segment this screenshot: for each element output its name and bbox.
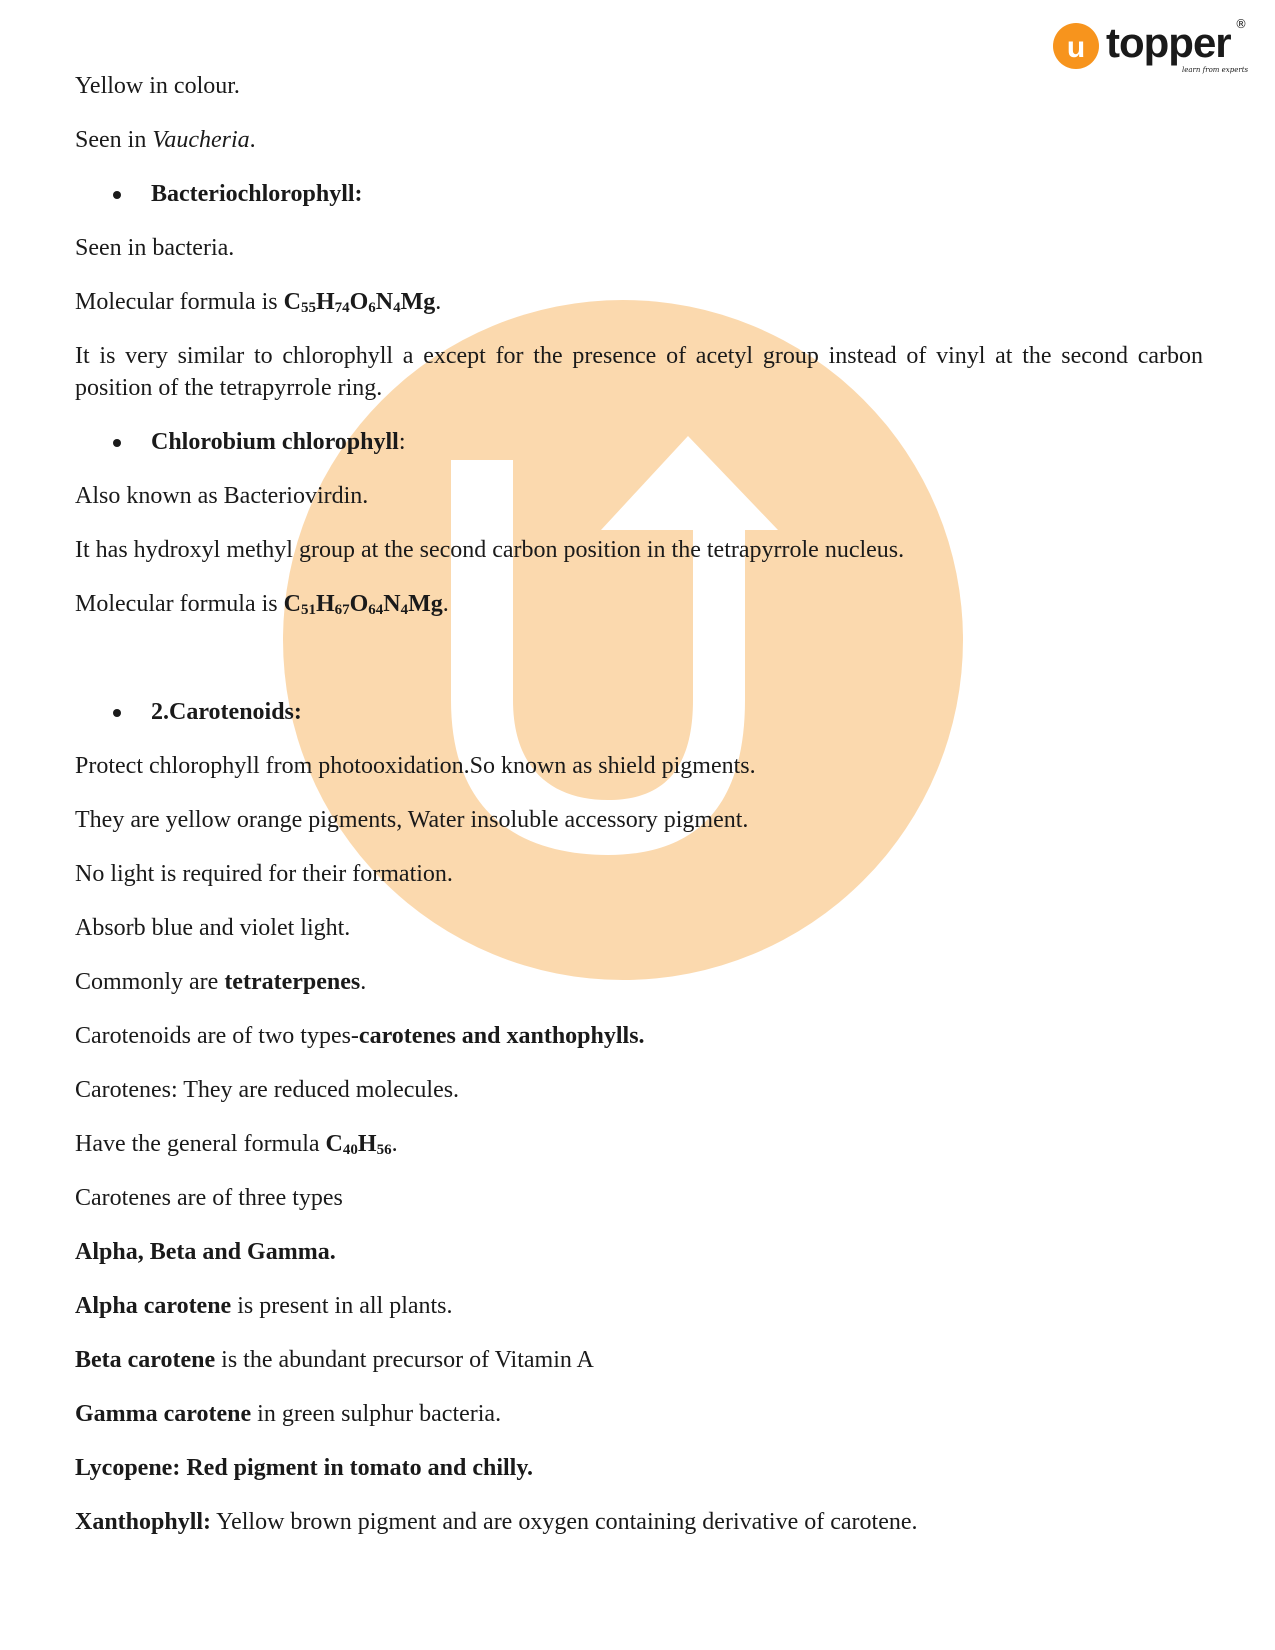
molecular-formula-line: Molecular formula is $C_{55}H_{74}O_6N_4Mg$. — [75, 289, 442, 316]
text-line: Xanthophyll: Yellow brown pigment and are oxygen containing derivative of carotene. — [75, 1509, 918, 1535]
topper-logo — [1052, 10, 1252, 78]
bullet-chlorobium-chlorophyll: Chlorobium chlorophyll: — [75, 426, 1203, 458]
logo-registered-mark: ® — [1235, 17, 1247, 31]
chemical-formula: $C_{40}H_{56}$ — [325, 1131, 392, 1158]
text-line: Alpha carotene is present in all plants. — [75, 1293, 453, 1319]
document-body — [75, 70, 1203, 1560]
bullet-icon — [113, 439, 121, 447]
logo-icon-letter: u — [1066, 31, 1086, 64]
genus-name: Vaucheria — [152, 127, 250, 153]
text-line: No light is required for their formation. — [75, 861, 453, 887]
text-line: Seen in Vaucheria. — [75, 127, 256, 153]
bullet-carotenoids — [75, 696, 1203, 728]
text-line: Absorb blue and violet light. — [75, 915, 351, 941]
text-line: Seen in bacteria. — [75, 235, 235, 261]
text-line: They are yellow orange pigments, Water insoluble accessory pigment. — [75, 807, 749, 833]
section-heading: Bacteriochlorophyll: — [151, 181, 363, 207]
bullet-bacteriochlorophyll — [75, 178, 1203, 210]
logo-tagline: learn from experts — [1182, 66, 1249, 74]
bullet-icon — [113, 709, 121, 717]
text-line: Yellow in colour. — [75, 73, 240, 99]
text-line: Lycopene: Red pigment in tomato and chilly. — [75, 1455, 534, 1481]
section-heading: 2.Carotenoids: — [151, 699, 302, 725]
text-line: Protect chlorophyll from photooxidation.So known as shield pigments. — [75, 753, 756, 779]
section-heading: Chlorobium chlorophyll — [151, 429, 399, 455]
text-line: Carotenes are of three types — [75, 1185, 343, 1211]
text-line: Commonly are tetraterpenes. — [75, 969, 367, 995]
molecular-formula-line: Have the general formula $C_{40}H_{56}$. — [75, 1131, 398, 1158]
text-line: Carotenes: They are reduced molecules. — [75, 1077, 460, 1103]
text-line: Also known as Bacteriovirdin. — [75, 483, 369, 509]
text-line: Carotenoids are of two types-carotenes and xanthophylls. — [75, 1023, 645, 1049]
bullet-icon — [113, 191, 121, 199]
text-line: It has hydroxyl methyl group at the second carbon position in the tetrapyrrole nucleus. — [75, 537, 905, 563]
logo-name: topper — [1106, 19, 1231, 66]
chemical-formula: $C_{55}H_{74}O_6N_4Mg$ — [283, 289, 436, 316]
chemical-formula: $C_{51}H_{67}O_{64}N_4Mg$ — [283, 591, 443, 618]
text-line: Alpha, Beta and Gamma. — [75, 1239, 336, 1265]
text-line: Gamma carotene in green sulphur bacteria. — [75, 1401, 502, 1427]
molecular-formula-line: Molecular formula is $C_{51}H_{67}O_{64}N_4Mg$. — [75, 591, 449, 618]
text-paragraph: It is very similar to chlorophyll a except for the presence of acetyl group instead of vinyl at the second carbon position of the tetrapyrrole ring. — [75, 343, 1203, 401]
text-line: Beta carotene is the abundant precursor of Vitamin A — [75, 1347, 594, 1373]
